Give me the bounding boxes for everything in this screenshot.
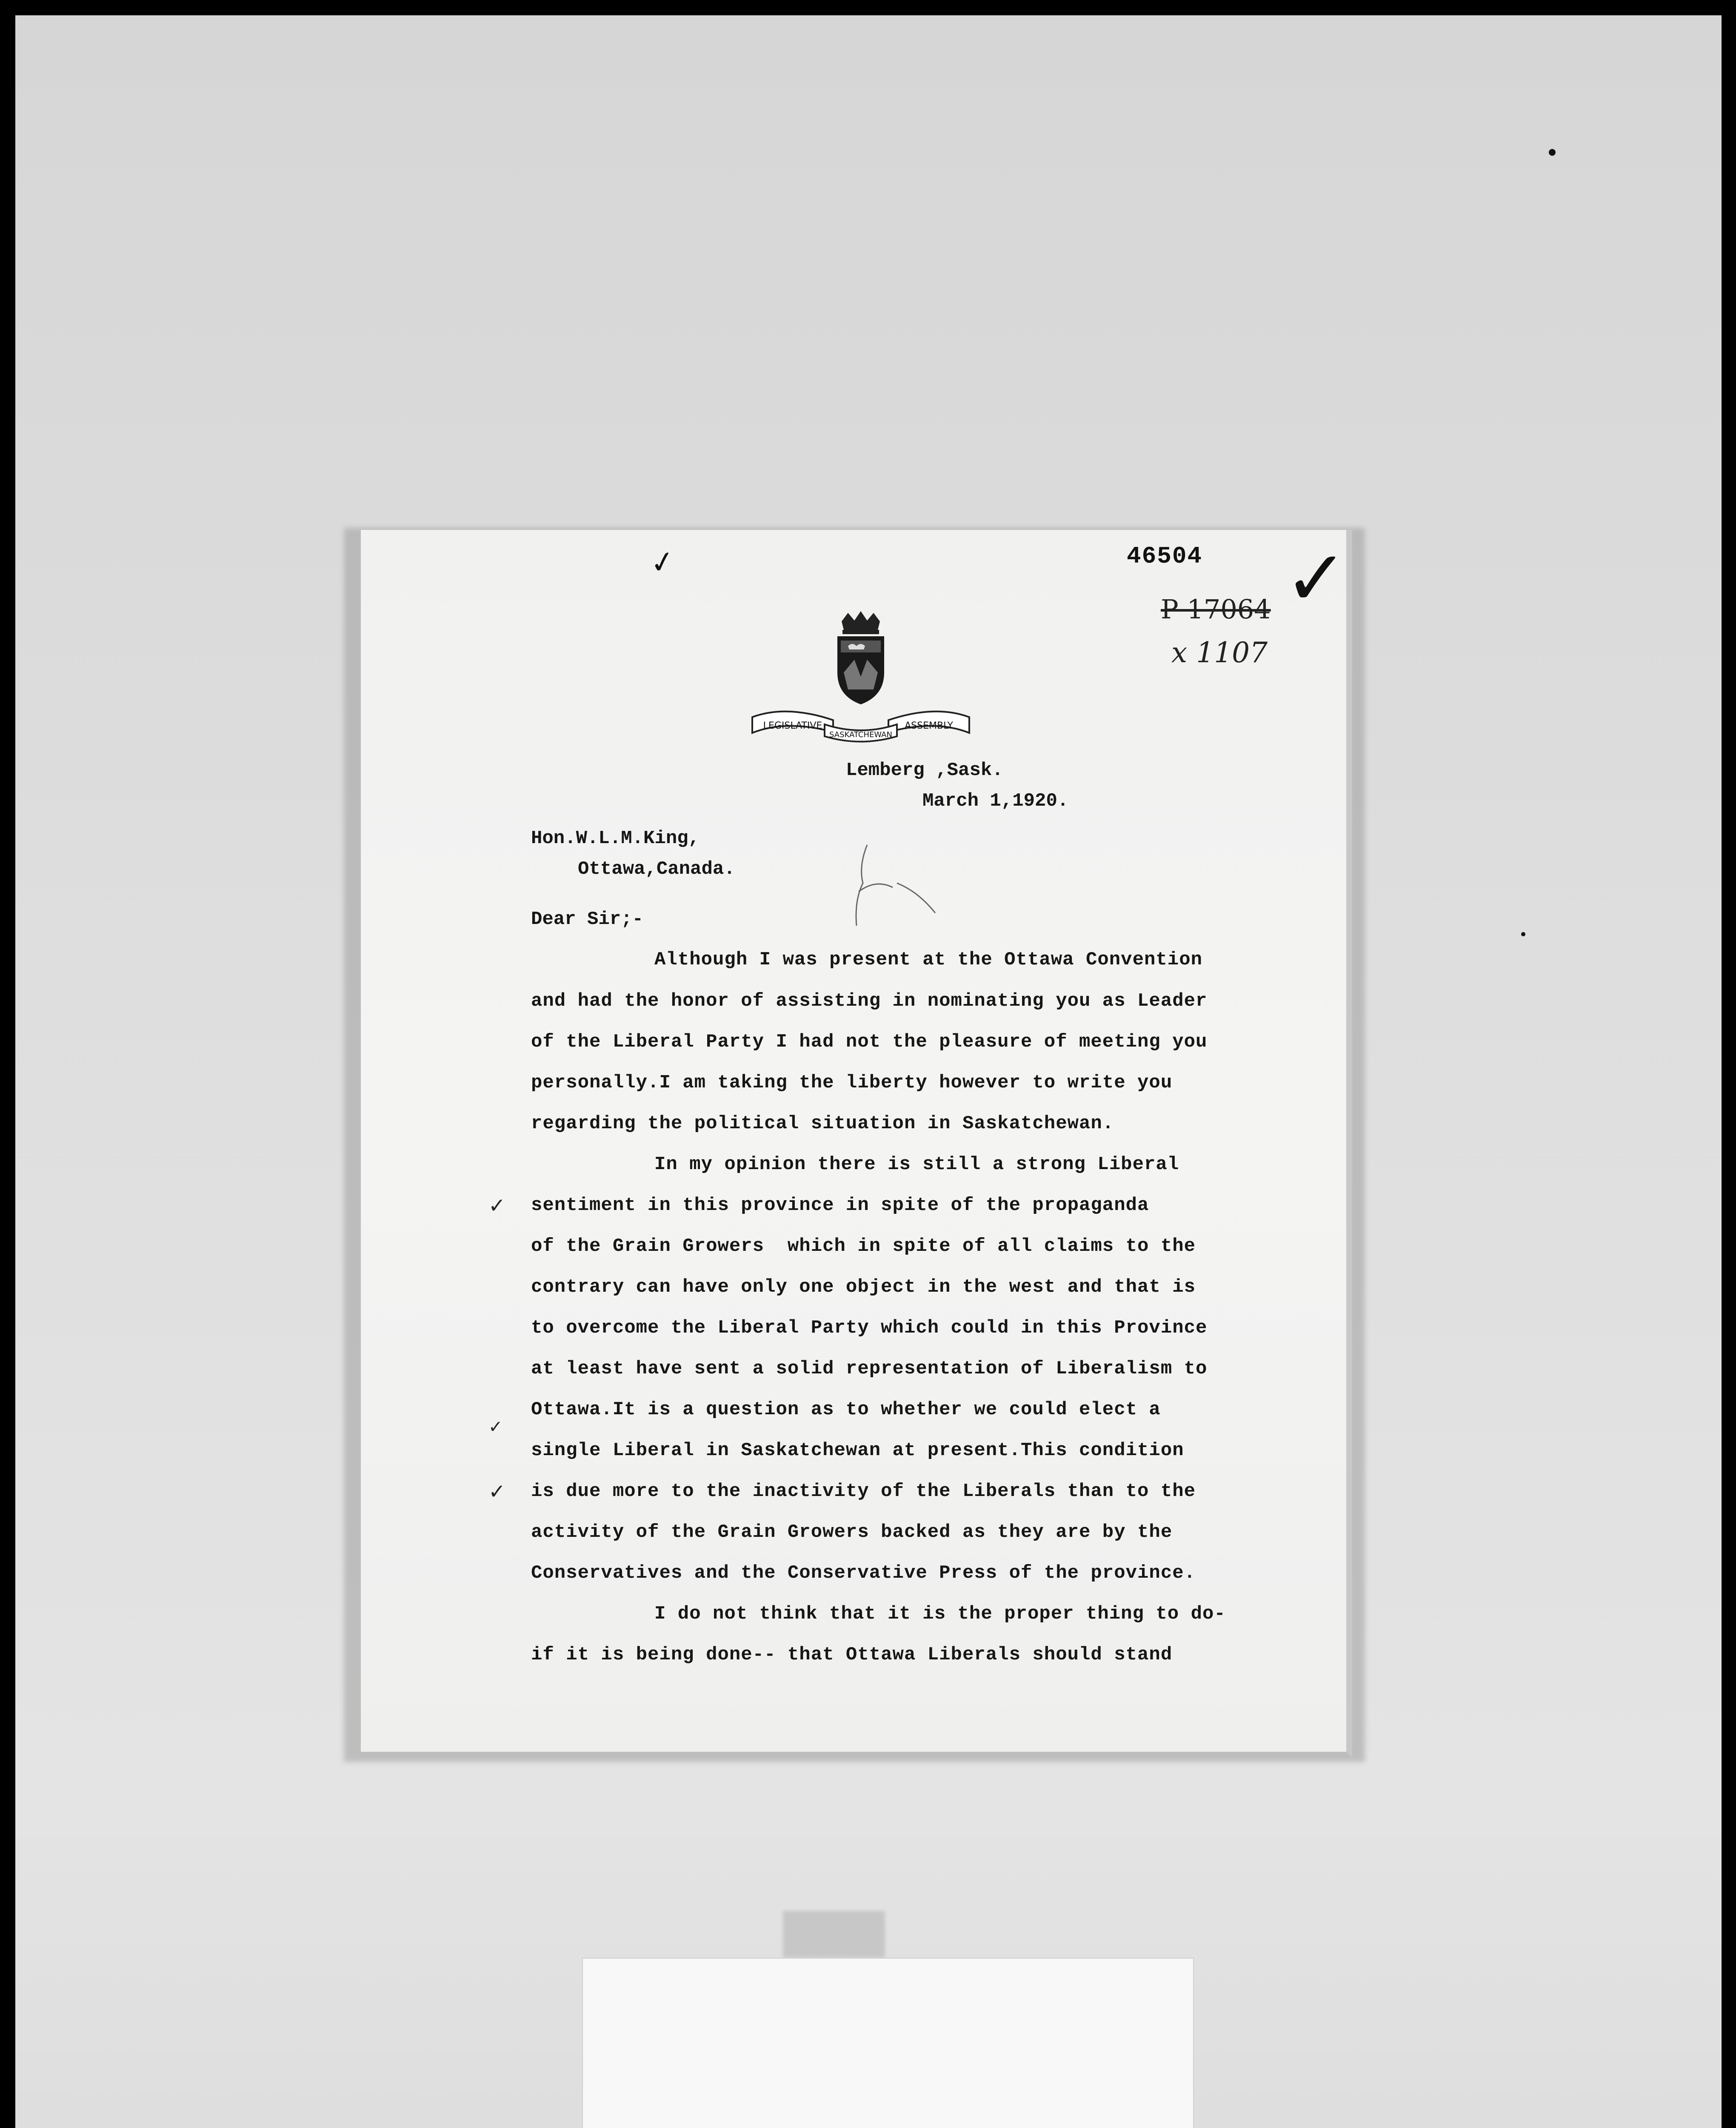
dust-speck xyxy=(1549,149,1556,156)
file-reference: x 1107 xyxy=(1171,636,1268,669)
recipient-place: Ottawa,Canada. xyxy=(578,858,735,880)
crown-icon xyxy=(842,611,880,634)
pencil-scribble xyxy=(833,841,969,938)
checkmark-icon: ✓ xyxy=(488,1417,503,1437)
dust-speck xyxy=(1521,932,1525,936)
body-line: Although I was present at the Ottawa Convention xyxy=(654,949,1203,970)
body-line: contrary can have only one object in the west and that is xyxy=(531,1276,1196,1298)
body-line: sentiment in this province in spite of the propaganda xyxy=(531,1195,1149,1216)
sender-place: Lemberg ,Sask. xyxy=(846,760,1003,781)
body-line: regarding the political situation in Saskatchewan. xyxy=(531,1113,1114,1134)
body-line: personally.I am taking the liberty however to write you xyxy=(531,1072,1173,1093)
document-number: 46504 xyxy=(1127,543,1203,570)
crest-ribbon-right: ASSEMBLY xyxy=(905,721,953,731)
crest-ribbon-center: SASKATCHEWAN xyxy=(829,730,892,739)
struck-reference: P 17064 xyxy=(1161,594,1271,625)
body-line: and had the honor of assisting in nominating you as Leader xyxy=(531,990,1208,1012)
label-tab-shadow xyxy=(783,1911,885,1958)
body-line: activity of the Grain Growers backed as they are by the xyxy=(531,1522,1173,1543)
checkmark-icon: ✓ xyxy=(647,543,678,582)
checkmark-icon: ✓ xyxy=(488,1194,506,1218)
body-line: of the Grain Growers which in spite of all claims to the xyxy=(531,1236,1196,1257)
recipient-name: Hon.W.L.M.King, xyxy=(531,828,700,849)
body-line: single Liberal in Saskatchewan at present.This condition xyxy=(531,1440,1184,1461)
letter-page xyxy=(361,530,1352,1758)
body-line: Conservatives and the Conservative Press of the province. xyxy=(531,1562,1196,1584)
checkmark-icon: ✓ xyxy=(488,1480,506,1504)
body-line: Ottawa.It is a question as to whether we could elect a xyxy=(531,1399,1161,1420)
body-line: if it is being done-- that Ottawa Liberals should stand xyxy=(531,1644,1173,1665)
body-line: at least have sent a solid representation of Liberalism to xyxy=(531,1358,1208,1379)
body-line: I do not think that it is the proper thing to do- xyxy=(654,1603,1226,1625)
saskatchewan-crest xyxy=(740,609,982,749)
body-line: of the Liberal Party I had not the pleasure of meeting you xyxy=(531,1031,1208,1053)
body-line: In my opinion there is still a strong Liberal xyxy=(654,1154,1179,1175)
collection-label-card xyxy=(582,1958,1194,2128)
body-line: to overcome the Liberal Party which could in this Province xyxy=(531,1317,1208,1339)
shield-icon xyxy=(837,636,884,704)
salutation: Dear Sir;- xyxy=(531,909,644,930)
body-line: is due more to the inactivity of the Liberals than to the xyxy=(531,1481,1196,1502)
crest-ribbon-left: LEGISLATIVE xyxy=(763,721,822,731)
letter-date: March 1,1920. xyxy=(922,790,1069,812)
checkmark-icon: ✓ xyxy=(1284,534,1348,623)
